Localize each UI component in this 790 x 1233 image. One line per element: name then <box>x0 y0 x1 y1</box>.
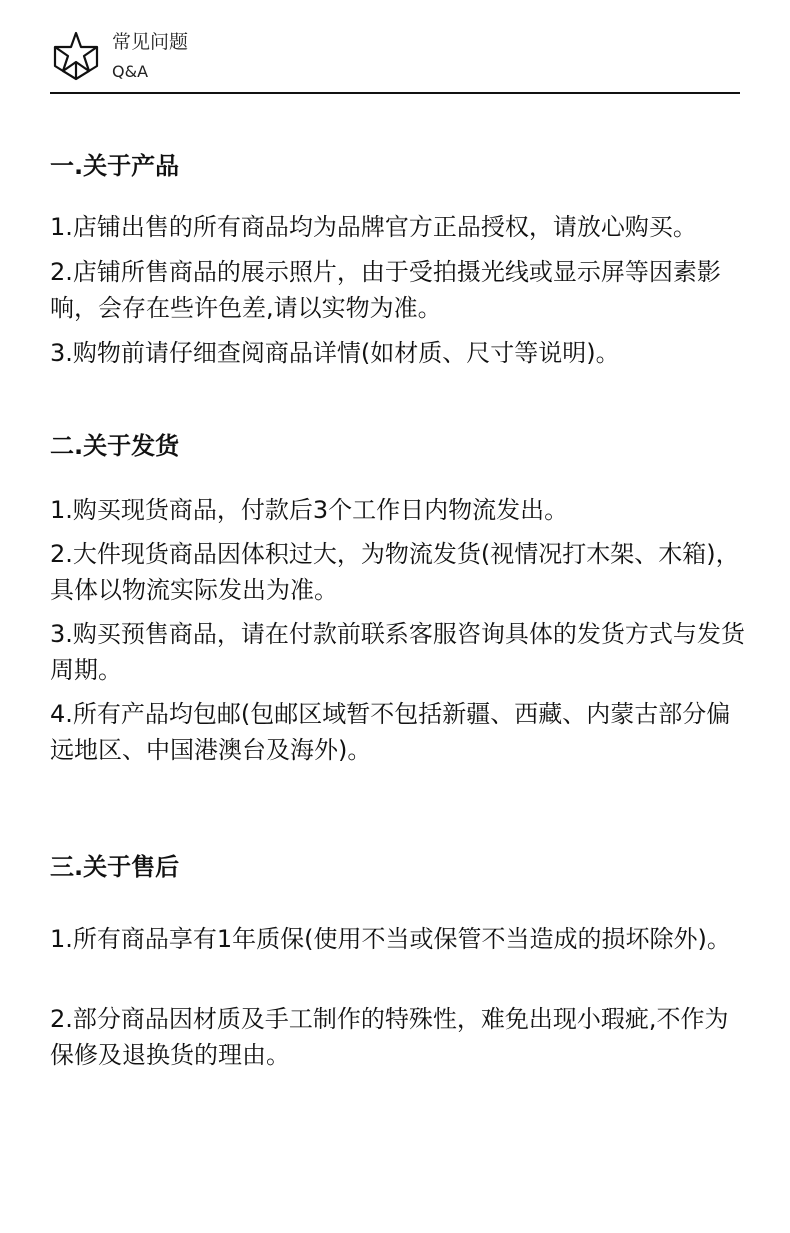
section-title-aftersales: 三.关于售后 <box>50 853 180 881</box>
list-item: 1.购买现货商品，付款后3个工作日内物流发出。 <box>50 496 569 524</box>
page-subtitle: Q&A <box>112 62 149 81</box>
section-title-shipping: 二.关于发货 <box>50 432 180 460</box>
list-item: 1.所有商品享有1年质保(使用不当或保管不当造成的损坏除外)。 <box>50 925 731 953</box>
star-cube-logo-icon <box>50 30 102 82</box>
list-item: 2.部分商品因材质及手工制作的特殊性，难免出现小瑕疵,不作为保修及退换货的理由。 <box>50 1005 729 1069</box>
list-item: 2.店铺所售商品的展示照片，由于受拍摄光线或显示屏等因素影响，会存在些许色差,请以实物为准。 <box>50 258 721 322</box>
list-item: 3.购物前请仔细查阅商品详情(如材质、尺寸等说明)。 <box>50 339 620 367</box>
list-item: 4.所有产品均包邮(包邮区域暂不包括新疆、西藏、内蒙古部分偏远地区、中国港澳台及海外)。 <box>50 700 731 764</box>
list-item: 3.购买预售商品，请在付款前联系客服咨询具体的发货方式与发货周期。 <box>50 620 745 684</box>
page-title: 常见问题 <box>112 31 189 53</box>
list-item: 2.大件现货商品因体积过大，为物流发货(视情况打木架、木箱)，具体以物流实际发出为准。 <box>50 540 740 604</box>
page-header <box>50 26 740 94</box>
section-title-product: 一.关于产品 <box>50 152 180 180</box>
list-item: 1.店铺出售的所有商品均为品牌官方正品授权，请放心购买。 <box>50 213 697 241</box>
